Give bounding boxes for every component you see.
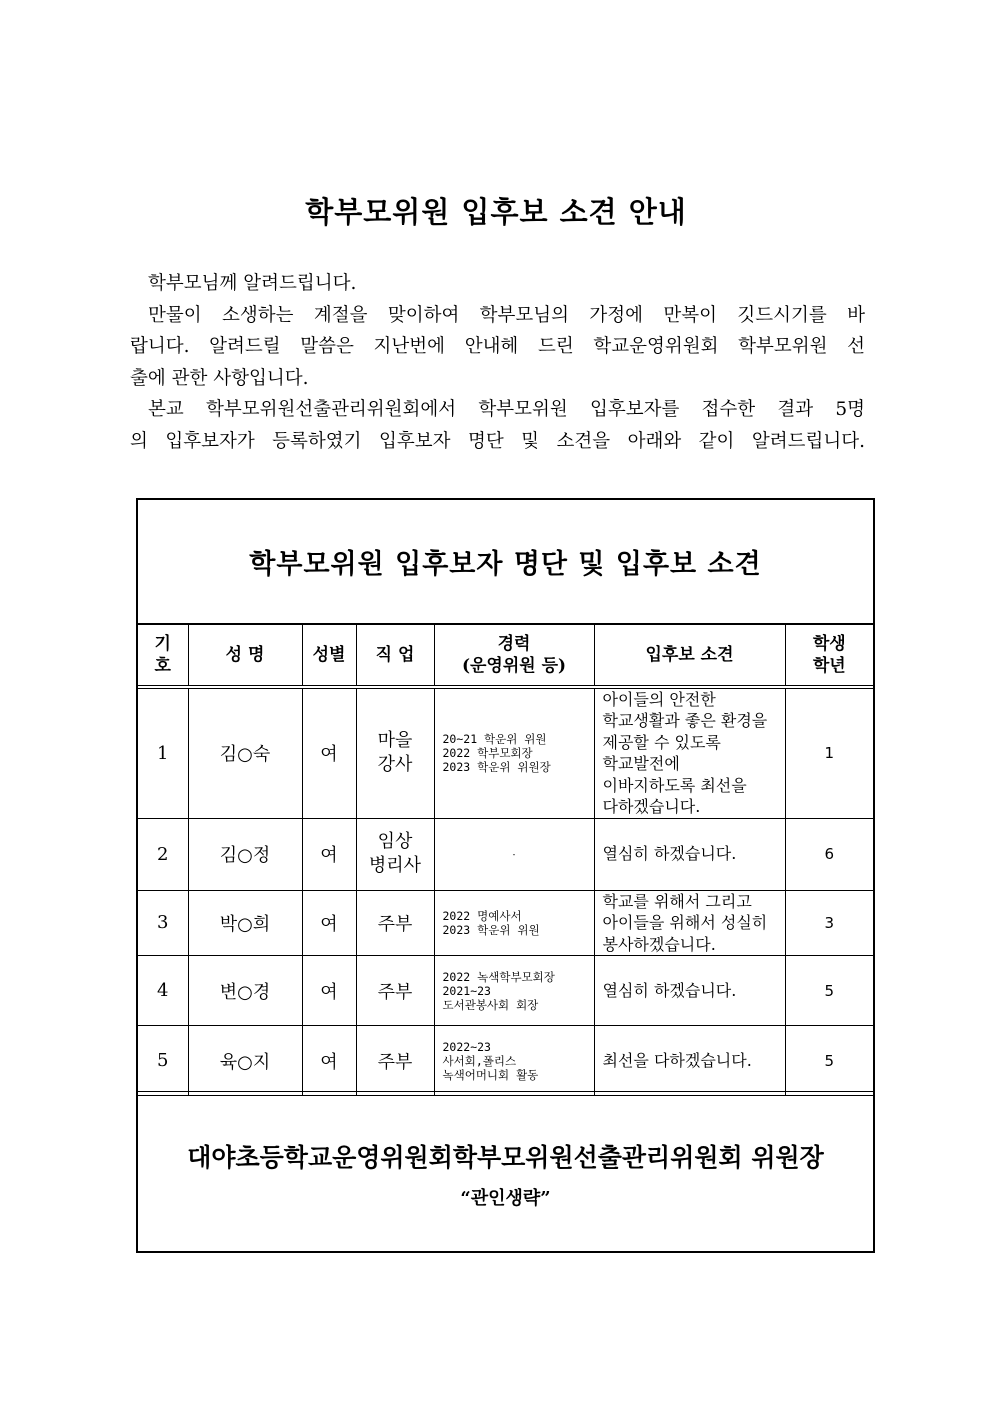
intro-line: 만물이 소생하는 계절을 맞이하여 학부모님의 가정에 만복이 깃드시기를 바 xyxy=(148,304,865,326)
header-name: 성 명 xyxy=(188,625,302,687)
intro-line: 랍니다. 알려드릴 말씀은 지난번에 안내헤 드린 학교운영위원회 학부모위원 선 xyxy=(130,336,865,357)
cell-grade: 1 xyxy=(785,687,873,819)
table-header-row xyxy=(138,625,873,687)
table-row xyxy=(138,956,873,1026)
cell-career: - xyxy=(434,818,594,890)
committee-chair: 대야초등학교운영위원회학부모위원선출관리위원회 위원장 xyxy=(187,1143,824,1172)
cell-job: 주부 xyxy=(356,1026,434,1096)
cell-statement: 아이들의 안전한 학교생활과 좋은 환경을 제공할 수 있도록 학교발전에 이바지하도록 최선을 다하겠습니다. xyxy=(594,687,785,819)
cell-gender: 여 xyxy=(302,956,356,1026)
cell-statement: 최선을 다하겠습니다. xyxy=(594,1026,785,1096)
table-row xyxy=(138,687,873,819)
cell-grade: 5 xyxy=(785,956,873,1026)
cell-grade: 6 xyxy=(785,818,873,890)
cell-gender: 여 xyxy=(302,890,356,956)
cell-number: 5 xyxy=(138,1026,188,1096)
cell-name: 김○정 xyxy=(188,818,302,890)
cell-name: 김○숙 xyxy=(188,687,302,819)
cell-number: 1 xyxy=(138,687,188,819)
cell-job: 임상 병리사 xyxy=(356,818,434,890)
cell-statement: 학교를 위해서 그리고 아이들을 위해서 성실히 봉사하겠습니다. xyxy=(594,890,785,956)
cell-grade: 3 xyxy=(785,890,873,956)
header-number: 기 호 xyxy=(138,625,188,687)
intro-text xyxy=(130,268,865,457)
cell-name: 육○지 xyxy=(188,1026,302,1096)
cell-name: 변○경 xyxy=(188,956,302,1026)
cell-statement: 열심히 하겠습니다. xyxy=(594,818,785,890)
cell-job: 마을 강사 xyxy=(356,687,434,819)
header-job: 직 업 xyxy=(356,625,434,687)
cell-job: 주부 xyxy=(356,956,434,1026)
table-row xyxy=(138,1026,873,1096)
cell-grade: 5 xyxy=(785,1026,873,1096)
table-row xyxy=(138,890,873,956)
document-title: 학부모위원 입후보 소견 안내 xyxy=(305,195,687,229)
signature-block xyxy=(138,1091,873,1251)
cell-gender: 여 xyxy=(302,1026,356,1096)
cell-number: 4 xyxy=(138,956,188,1026)
intro-line: 출에 관한 사항입니다. xyxy=(130,367,309,389)
header-statement: 입후보 소견 xyxy=(594,625,785,687)
cell-statement: 열심히 하겠습니다. xyxy=(594,956,785,1026)
cell-career: 20~21 학운위 위원 2022 학부모회장 2023 학운위 위원장 xyxy=(434,687,594,819)
greeting: 학부모님께 알려드립니다. xyxy=(148,273,357,294)
cell-career: 2022 녹색학부모회장 2021~23 도서관봉사회 회장 xyxy=(434,956,594,1026)
cell-gender: 여 xyxy=(302,818,356,890)
header-gender: 성별 xyxy=(302,625,356,687)
intro-line: 의 입후보자가 등록하였기 입후보자 명단 및 소견을 아래와 같이 알려드립니다. xyxy=(130,430,865,452)
candidate-box xyxy=(136,498,875,1253)
cell-number: 3 xyxy=(138,890,188,956)
cell-job: 주부 xyxy=(356,890,434,956)
cell-name: 박○희 xyxy=(188,890,302,956)
cell-gender: 여 xyxy=(302,687,356,819)
cell-career: 2022 명예사서 2023 학운위 위원 xyxy=(434,890,594,956)
seal-note: “관인생략” xyxy=(460,1188,551,1209)
intro-line: 본교 학부모위원선출관리위원회에서 학부모위원 입후보자를 접수한 결과 5명 xyxy=(148,399,865,420)
candidate-table xyxy=(138,624,873,1096)
candidate-table-title: 학부모위원 입후보자 명단 및 입후보 소견 xyxy=(138,500,873,624)
header-grade: 학생 학년 xyxy=(785,625,873,687)
cell-career: 2022~23 사서회,폴리스 녹색어머니회 활동 xyxy=(434,1026,594,1096)
table-row xyxy=(138,818,873,890)
header-career: 경력 (운영위원 등) xyxy=(434,625,594,687)
cell-number: 2 xyxy=(138,818,188,890)
